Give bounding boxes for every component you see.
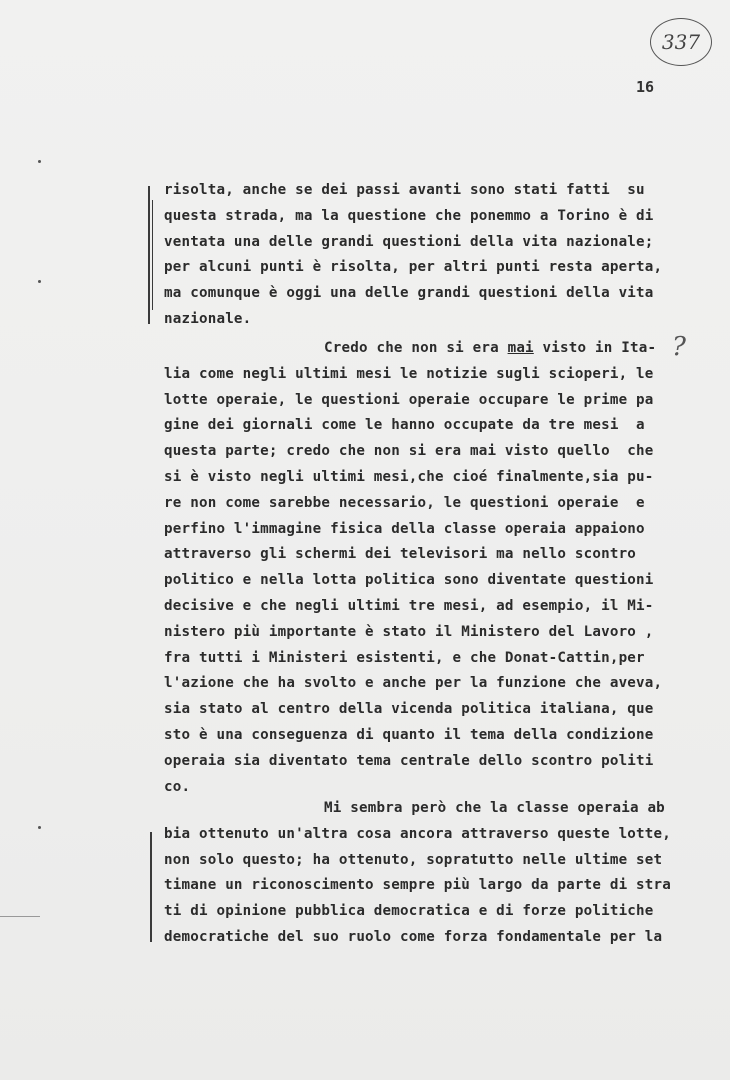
text-line: timane un riconoscimento sempre più largo da parte di stra [164,877,672,894]
text-line: perfino l'immagine fisica della classe operaia appaiono [164,520,645,537]
text-line: risolta, anche se dei passi avanti sono stati fatti su [164,182,645,198]
text-line: si è visto negli ultimi mesi,che cioé finalmente,sia pu- [164,468,654,485]
text-line: fra tutti i Ministeri esistenti, e che Donat-Cattin,per [164,649,645,666]
stamp-number: 337 [661,30,701,54]
text-line: decisive e che negli ultimi tre mesi, ad esempio, il Mi- [164,597,654,614]
margin-rule [0,916,40,917]
text-line: attraverso gli schermi dei televisori ma nello scontro [164,546,637,563]
text-fragment: visto in Ita- [533,340,657,356]
text-line: operaia sia diventato tema centrale dello scontro politi [164,752,654,769]
text-line: politico e nella lotta politica sono diventate questioni [164,572,654,589]
text-line: non solo questo; ha ottenuto, sopratutto nelle ultime set [164,851,663,868]
margin-bracket-top-inner [152,200,153,310]
text-line: lia come negli ultimi mesi le notizie sugli scioperi, le [164,365,654,382]
text-line: l'azione che ha svolto e anche per la funzione che aveva, [164,675,663,692]
margin-dot [38,160,41,163]
faded-watermark [0,990,200,1080]
text-line: per alcuni punti è risolta, per altri punti resta aperta, [164,259,663,276]
archive-stamp [650,18,712,66]
paragraph-1 [164,178,684,333]
text-fragment: Credo che non si era [324,340,508,356]
text-line: lotte operaie, le questioni operaie occupare le prime pa [164,391,654,408]
text-line: bia ottenuto un'altra cosa ancora attraverso queste lotte, [164,825,672,842]
text-line: gine dei giornali come le hanno occupate da tre mesi a [164,417,645,434]
text-line: sto è una conseguenza di quanto il tema della condizione [164,726,654,743]
text-line: nistero più importante è stato il Ministero del Lavoro , [164,623,654,640]
paragraph-3 [164,796,684,951]
text-line: questa strada, ma la questione che ponemmo a Torino è di [164,207,654,224]
text-line: nazionale. [164,310,252,327]
underlined-word: mai [507,340,534,356]
paragraph-2 [164,336,684,800]
text-line: democratiche del suo ruolo come forza fondamentale per la [164,928,663,945]
text-line: ma comunque è oggi una delle grandi questioni della vita [164,285,654,302]
text-line: sia stato al centro della vicenda politica italiana, que [164,701,654,718]
text-line: ti di opinione pubblica democratica e di forze politiche [164,903,654,920]
margin-dot [38,826,41,829]
text-line-first: Mi sembra però che la classe operaia ab [324,800,665,816]
margin-question-mark: ? [672,332,686,362]
text-line: re non come sarebbe necessario, le questioni operaie e [164,494,645,511]
margin-bracket-bottom [150,832,152,942]
margin-bracket-top [148,186,150,324]
margin-dot [38,280,41,283]
text-line-first [164,336,684,362]
page-number: 16 [636,78,655,96]
text-line: co. [164,778,191,795]
text-line: questa parte; credo che non si era mai visto quello che [164,443,654,460]
text-line: ventata una delle grandi questioni della vita nazionale; [164,233,654,250]
